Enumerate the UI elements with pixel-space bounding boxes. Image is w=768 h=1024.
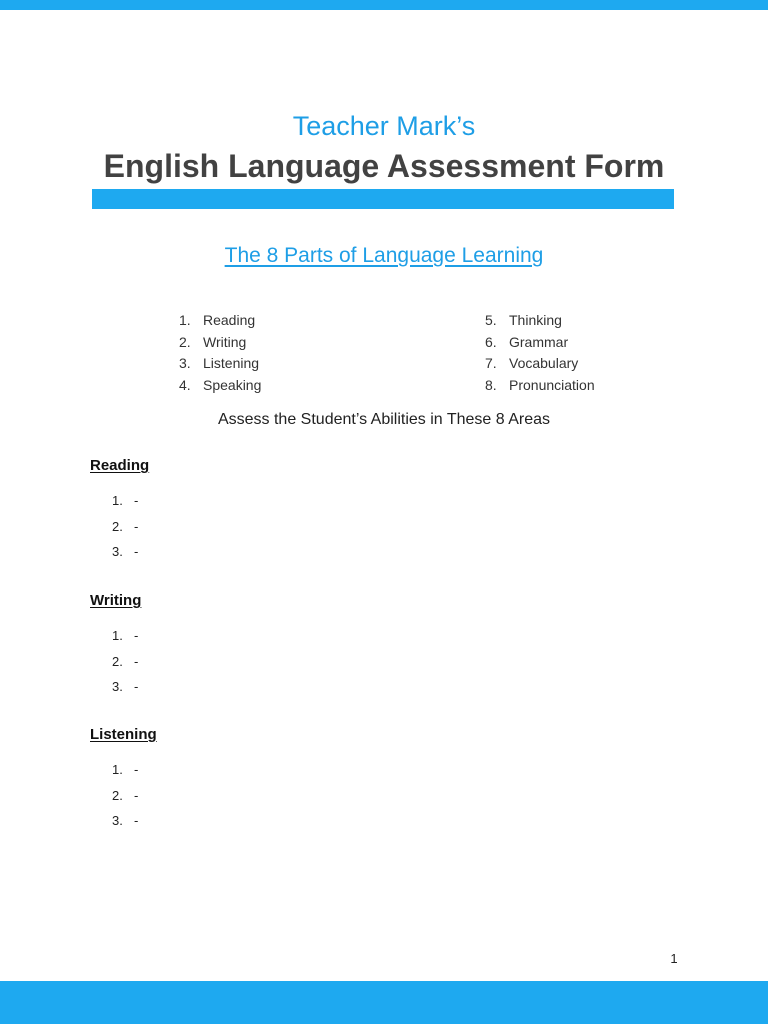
part-label: Vocabulary xyxy=(509,355,579,372)
part-item xyxy=(485,375,595,397)
part-item xyxy=(485,332,595,354)
part-number: 5. xyxy=(485,312,497,328)
area-item-number: 2. xyxy=(112,787,123,803)
area-item-list xyxy=(112,488,138,565)
part-number: 8. xyxy=(485,377,497,394)
part-number: 1. xyxy=(179,312,191,328)
area-section-reading xyxy=(90,456,490,559)
area-item-list xyxy=(112,623,138,700)
area-item-number: 3. xyxy=(112,544,123,559)
part-label: Writing xyxy=(203,333,247,350)
area-heading: Listening xyxy=(90,726,157,743)
area-item xyxy=(112,488,138,514)
part-label: Thinking xyxy=(509,312,562,328)
area-item-text: - xyxy=(134,544,139,559)
area-item xyxy=(112,649,138,675)
area-item xyxy=(112,808,138,834)
area-item-text: - xyxy=(134,518,139,534)
document-subtitle: Teacher Mark’s xyxy=(292,111,476,141)
part-label: Pronunciation xyxy=(509,377,595,394)
area-item-list xyxy=(112,757,138,834)
part-label: Reading xyxy=(203,312,256,328)
area-item-number: 1. xyxy=(112,628,123,643)
page-number: 1 xyxy=(670,951,678,966)
area-heading: Reading xyxy=(90,457,150,474)
area-item-text: - xyxy=(134,762,139,777)
area-section-listening xyxy=(90,725,490,828)
parts-list-left xyxy=(179,310,261,397)
parts-heading: The 8 Parts of Language Learning xyxy=(224,244,544,267)
part-item xyxy=(179,353,261,375)
area-heading: Writing xyxy=(90,592,142,609)
area-section-writing xyxy=(90,591,490,694)
part-item xyxy=(485,310,595,332)
area-item xyxy=(112,514,138,540)
area-item-text: - xyxy=(134,813,139,828)
part-item xyxy=(485,353,595,375)
part-label: Listening xyxy=(203,355,260,372)
area-item-text: - xyxy=(134,628,139,643)
area-item-text: - xyxy=(134,653,139,669)
parts-list-right xyxy=(485,310,595,397)
area-item-number: 2. xyxy=(112,518,123,534)
part-number: 2. xyxy=(179,333,191,350)
part-number: 3. xyxy=(179,355,191,372)
area-item xyxy=(112,539,138,565)
part-label: Speaking xyxy=(203,377,262,394)
part-label: Grammar xyxy=(509,333,569,350)
document-title: English Language Assessment Form xyxy=(103,148,665,184)
area-item-number: 1. xyxy=(112,762,123,777)
area-item xyxy=(112,674,138,700)
area-item-text: - xyxy=(134,787,139,803)
part-number: 4. xyxy=(179,377,191,394)
area-item-number: 2. xyxy=(112,653,123,669)
part-item xyxy=(179,332,261,354)
part-item xyxy=(179,310,261,332)
top-accent-bar xyxy=(0,0,768,10)
part-number: 7. xyxy=(485,355,497,372)
area-item-text: - xyxy=(134,679,139,694)
bottom-accent-bar xyxy=(0,981,768,1024)
area-item-number: 3. xyxy=(112,679,123,694)
title-underline-bar xyxy=(92,189,674,209)
part-item xyxy=(179,375,261,397)
area-item xyxy=(112,623,138,649)
area-item-number: 1. xyxy=(112,493,123,508)
area-item-number: 3. xyxy=(112,813,123,828)
area-item xyxy=(112,783,138,809)
area-item-text: - xyxy=(134,493,139,508)
assess-instruction: Assess the Student’s Abilities in These 8 Areas xyxy=(217,411,551,428)
part-number: 6. xyxy=(485,333,497,350)
area-item xyxy=(112,757,138,783)
